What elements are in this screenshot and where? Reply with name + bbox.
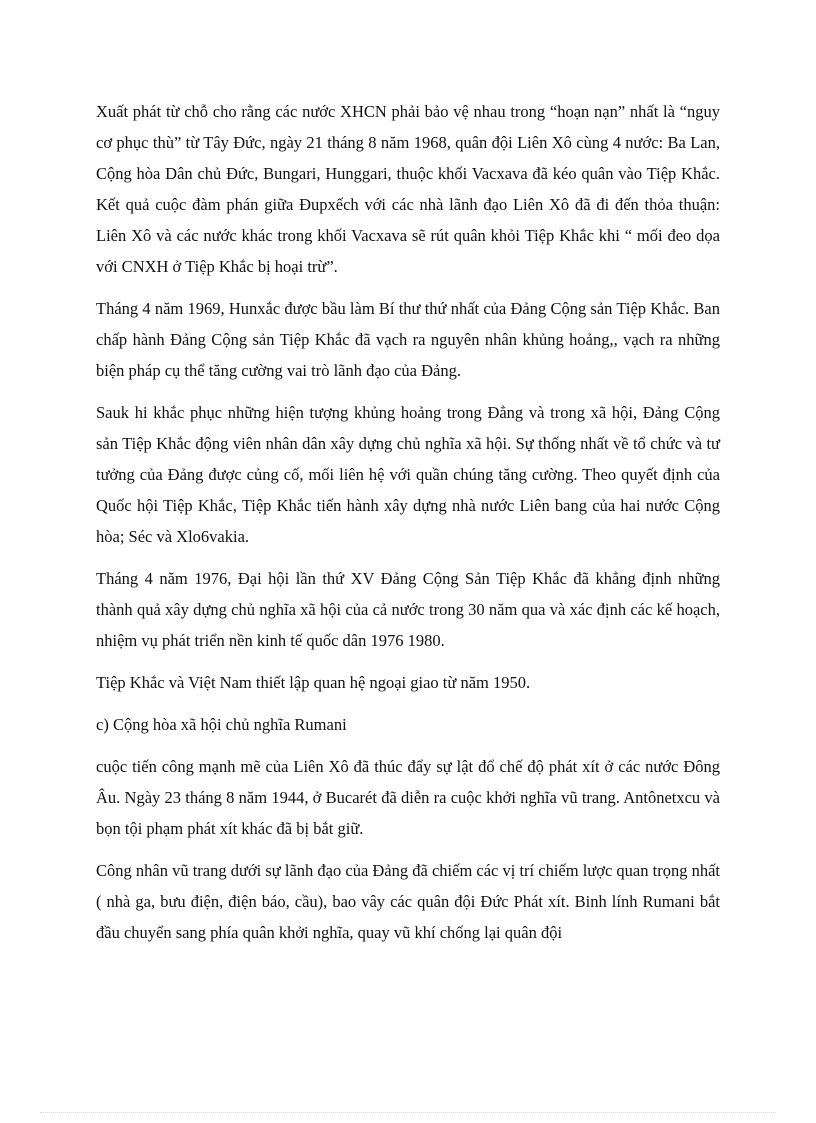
section-heading: c) Cộng hòa xã hội chủ nghĩa Rumani bbox=[96, 715, 347, 734]
document-body bbox=[96, 96, 720, 959]
paragraph: Sauk hi khắc phục những hiện tượng khủng hoảng trong Đẳng và trong xã hội, Đảng Cộng sản Tiệp Khắc động viên nhân dân xây dựng chủ nghĩa xã hội. Sự thống nhất về tổ chức và tư tưởng của Đảng được củng cố, mối liên hệ với quần chúng tăng cường. Theo quyết định của Quốc hội Tiệp Khắc, Tiệp Khắc tiến hành xây dựng nhà nước Liên bang của hai nước Cộng hòa; Séc và Xlo6vakia. bbox=[96, 403, 720, 546]
paragraph: Tháng 4 năm 1969, Hunxắc được bầu làm Bí thư thứ nhất của Đảng Cộng sản Tiệp Khắc. Ban chấp hành Đảng Cộng sản Tiệp Khắc đã vạch ra nguyên nhân khủng hoảng,, vạch ra những biện pháp cụ thể tăng cường vai trò lãnh đạo của Đảng. bbox=[96, 299, 720, 380]
paragraph: Xuất phát từ chỗ cho rằng các nước XHCN phải bảo vệ nhau trong “hoạn nạn” nhất là “nguy cơ phục thù” từ Tây Đức, ngày 21 tháng 8 năm 1968, quân đội Liên Xô cùng 4 nước: Ba Lan, Cộng hòa Dân chủ Đức, Bungari, Hunggari, thuộc khối Vacxava đã kéo quân vào Tiệp Khắc. Kết quả cuộc đàm phán giữa Đupxếch với các nhà lãnh đạo Liên Xô đã đi đến thỏa thuận: Liên Xô và các nước khác trong khối Vacxava sẽ rút quân khỏi Tiệp Khắc khi “ mối đeo dọa với CNXH ở Tiệp Khắc bị hoại trừ”. bbox=[96, 102, 720, 276]
paragraph: Tháng 4 năm 1976, Đại hội lần thứ XV Đảng Cộng Sản Tiệp Khắc đã khẳng định những thành quả xây dựng chủ nghĩa xã hội của cả nước trong 30 năm qua và xác định các kế hoạch, nhiệm vụ phát triển nền kinh tế quốc dân 1976 1980. bbox=[96, 569, 720, 650]
paragraph: cuộc tiến công mạnh mẽ của Liên Xô đã thúc đẩy sự lật đổ chế độ phát xít ở các nước Đông Âu. Ngày 23 tháng 8 năm 1944, ở Bucarét đã diễn ra cuộc khởi nghĩa vũ trang. Antônetxcu và bọn tội phạm phát xít khác đã bị bắt giữ. bbox=[96, 757, 720, 838]
page-bottom-divider bbox=[40, 1112, 776, 1113]
paragraph: Công nhân vũ trang dưới sự lãnh đạo của Đảng đã chiếm các vị trí chiếm lược quan trọng nhất ( nhà ga, bưu điện, điện báo, cầu), bao vây các quân đội Đức Phát xít. Binh lính Rumani bắt đầu chuyển sang phía quân khởi nghĩa, quay vũ khí chống lại quân đội bbox=[96, 861, 720, 942]
paragraph: Tiệp Khắc và Việt Nam thiết lập quan hệ ngoại giao từ năm 1950. bbox=[96, 673, 531, 692]
